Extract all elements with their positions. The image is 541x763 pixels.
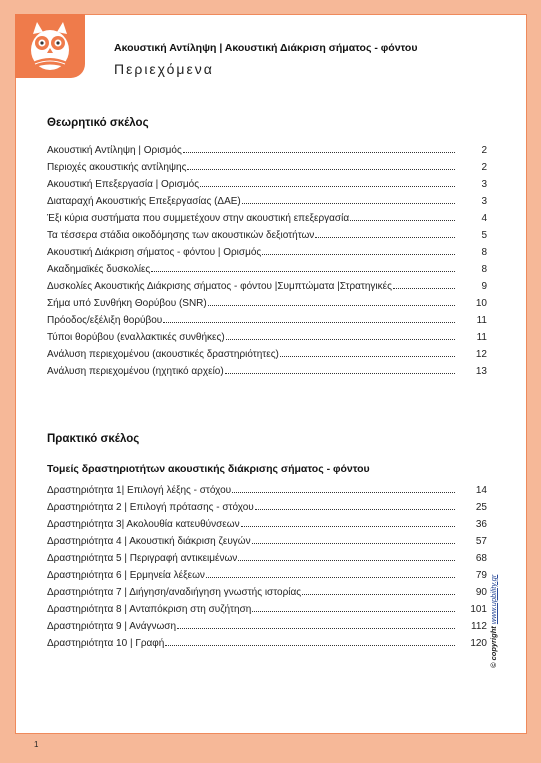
practice-section-title: Πρακτικό σκέλος bbox=[47, 433, 140, 445]
toc-entry-page: 25 bbox=[475, 502, 487, 513]
toc-entry-page: 8 bbox=[481, 247, 487, 258]
toc-entry-page: 4 bbox=[481, 213, 487, 224]
dot-leader bbox=[226, 338, 455, 340]
document-title: Ακουστική Αντίληψη | Ακουστική Διάκριση σήματος - φόντου bbox=[114, 42, 418, 54]
toc-entry-page: 11 bbox=[476, 315, 487, 326]
toc-entry-page: 3 bbox=[481, 179, 487, 190]
toc-entry-label: Σήμα υπό Συνθήκη Θορύβου (SNR) bbox=[47, 298, 207, 309]
toc-entry-label: Τα τέσσερα στάδια οικοδόμησης των ακουστικών δεξιοτήτων bbox=[47, 230, 315, 241]
dot-leader bbox=[315, 236, 455, 238]
dot-leader bbox=[252, 610, 455, 612]
toc-entry-label: Δραστηριότητα 1| Επιλογή λέξης - στόχου bbox=[47, 485, 232, 496]
toc-entry-page: 112 bbox=[471, 621, 487, 632]
toc-entry-page: 36 bbox=[475, 519, 487, 530]
dot-leader bbox=[151, 270, 455, 272]
dot-leader bbox=[241, 525, 455, 527]
toc-entry[interactable] bbox=[47, 632, 487, 649]
toc-entry[interactable] bbox=[47, 224, 487, 241]
toc-entry[interactable] bbox=[47, 139, 487, 156]
toc-entry-label: Δραστηριότητα 2 | Επιλογή πρότασης - στόχου bbox=[47, 502, 254, 513]
toc-entry-page: 14 bbox=[475, 485, 487, 496]
dot-leader bbox=[232, 491, 455, 493]
toc-entry-label: Δραστηριότητα 3| Ακολουθία κατευθύνσεων bbox=[47, 519, 240, 530]
toc-entry[interactable] bbox=[47, 156, 487, 173]
dot-leader bbox=[302, 593, 455, 595]
toc-entry-page: 3 bbox=[481, 196, 487, 207]
toc-entry-label: Δραστηριότητα 7 | Διήγηση/αναδιήγηση γνωστής ιστορίας bbox=[47, 587, 302, 598]
dot-leader bbox=[252, 542, 455, 544]
toc-entry-page: 11 bbox=[476, 332, 487, 343]
toc-entry[interactable] bbox=[47, 173, 487, 190]
toc-entry[interactable] bbox=[47, 581, 487, 598]
dot-leader bbox=[206, 576, 455, 578]
toc-entry-page: 68 bbox=[475, 553, 487, 564]
owl-icon bbox=[23, 18, 77, 74]
toc-entry[interactable] bbox=[47, 309, 487, 326]
toc-entry-label: Ακουστική Επεξεργασία | Ορισμός bbox=[47, 179, 200, 190]
toc-entry[interactable] bbox=[47, 207, 487, 224]
toc-entry-label: Διαταραχή Ακουστικής Επεξεργασίας (ΔΑΕ) bbox=[47, 196, 241, 207]
toc-entry-label: Ακουστική Αντίληψη | Ορισμός bbox=[47, 145, 182, 156]
toc-entry[interactable] bbox=[47, 190, 487, 207]
toc-entry[interactable] bbox=[47, 496, 487, 513]
toc-entry-page: 57 bbox=[475, 536, 487, 547]
copyright-notice bbox=[489, 575, 498, 668]
toc-entry-label: Δραστηριότητα 9 | Ανάγνωση bbox=[47, 621, 177, 632]
toc-entry-label: Ακουστική Διάκριση σήματος - φόντου | Ορισμός bbox=[47, 247, 262, 258]
toc-entry-label: Ανάλυση περιεχομένου (ηχητικό αρχείο) bbox=[47, 366, 224, 377]
toc-entry-page: 5 bbox=[481, 230, 487, 241]
toc-entry[interactable] bbox=[47, 615, 487, 632]
toc-entry[interactable] bbox=[47, 292, 487, 309]
practice-subsection-title: Τομείς δραστηριοτήτων ακουστικής διάκρισης σήματος - φόντου bbox=[47, 463, 370, 475]
toc-entry-label: Τύποι θορύβου (εναλλακτικές συνθήκες) bbox=[47, 332, 225, 343]
owl-logo bbox=[15, 14, 85, 78]
toc-entry-page: 79 bbox=[475, 570, 487, 581]
toc-entry[interactable] bbox=[47, 547, 487, 564]
toc-entry[interactable] bbox=[47, 275, 487, 292]
toc-entry-label: Έξι κύρια συστήματα που συμμετέχουν στην ακουστική επεξεργασία bbox=[47, 213, 350, 224]
dot-leader bbox=[200, 185, 455, 187]
dot-leader bbox=[165, 644, 455, 646]
theory-toc-list bbox=[47, 139, 487, 377]
toc-entry[interactable] bbox=[47, 479, 487, 496]
toc-entry-page: 9 bbox=[481, 281, 487, 292]
toc-entry-label: Δραστηριότητα 10 | Γραφή bbox=[47, 638, 165, 649]
dot-leader bbox=[393, 287, 455, 289]
toc-entry-page: 101 bbox=[470, 604, 487, 615]
toc-entry-label: Δραστηριότητα 5 | Περιγραφή αντικειμένων bbox=[47, 553, 238, 564]
dot-leader bbox=[208, 304, 455, 306]
toc-entry-label: Δραστηριότητα 6 | Ερμηνεία λέξεων bbox=[47, 570, 205, 581]
toc-entry[interactable] bbox=[47, 326, 487, 343]
toc-entry-page: 10 bbox=[475, 298, 487, 309]
toc-entry[interactable] bbox=[47, 530, 487, 547]
toc-entry[interactable] bbox=[47, 360, 487, 377]
practice-toc-list bbox=[47, 479, 487, 649]
dot-leader bbox=[238, 559, 455, 561]
dot-leader bbox=[187, 168, 455, 170]
toc-entry-page: 12 bbox=[475, 349, 487, 360]
toc-entry-label: Ακαδημαϊκές δυσκολίες bbox=[47, 264, 151, 275]
toc-entry-page: 2 bbox=[481, 162, 487, 173]
toc-entry[interactable] bbox=[47, 513, 487, 530]
toc-entry-page: 2 bbox=[481, 145, 487, 156]
toc-entry[interactable] bbox=[47, 343, 487, 360]
toc-entry-label: Δυσκολίες Ακουστικής Διάκρισης σήματος - φόντου |Συμπτώματα |Στρατηγικές bbox=[47, 281, 392, 292]
theory-section-title: Θεωρητικό σκέλος bbox=[47, 117, 149, 129]
toc-entry-label: Περιοχές ακουστικής αντίληψης bbox=[47, 162, 187, 173]
toc-entry-page: 90 bbox=[475, 587, 487, 598]
toc-entry[interactable] bbox=[47, 598, 487, 615]
dot-leader bbox=[225, 372, 455, 374]
dot-leader bbox=[163, 321, 455, 323]
copyright-prefix: © copyright bbox=[489, 626, 498, 668]
toc-entry-label: Δραστηριότητα 8 | Ανταπόκριση στη συζήτηση bbox=[47, 604, 252, 615]
toc-entry-page: 13 bbox=[475, 366, 487, 377]
toc-entry-label: Δραστηριότητα 4 | Ακουστική διάκριση ζευγών bbox=[47, 536, 251, 547]
toc-entry[interactable] bbox=[47, 241, 487, 258]
toc-entry[interactable] bbox=[47, 564, 487, 581]
toc-entry-page: 120 bbox=[470, 638, 487, 649]
dot-leader bbox=[183, 151, 455, 153]
toc-entry-label: Πρόοδος/εξέλιξη θορύβου bbox=[47, 315, 163, 326]
toc-entry-page: 8 bbox=[481, 264, 487, 275]
dot-leader bbox=[350, 219, 455, 221]
copyright-link[interactable]: www.upbility.gr bbox=[489, 574, 498, 625]
toc-entry[interactable] bbox=[47, 258, 487, 275]
contents-heading: Περιεχόμενα bbox=[114, 61, 214, 77]
dot-leader bbox=[262, 253, 455, 255]
dot-leader bbox=[255, 508, 455, 510]
toc-entry-label: Ανάλυση περιεχομένου (ακουστικές δραστηριότητες) bbox=[47, 349, 279, 360]
dot-leader bbox=[280, 355, 455, 357]
page-number: 1 bbox=[34, 740, 39, 749]
dot-leader bbox=[177, 627, 455, 629]
dot-leader bbox=[242, 202, 455, 204]
